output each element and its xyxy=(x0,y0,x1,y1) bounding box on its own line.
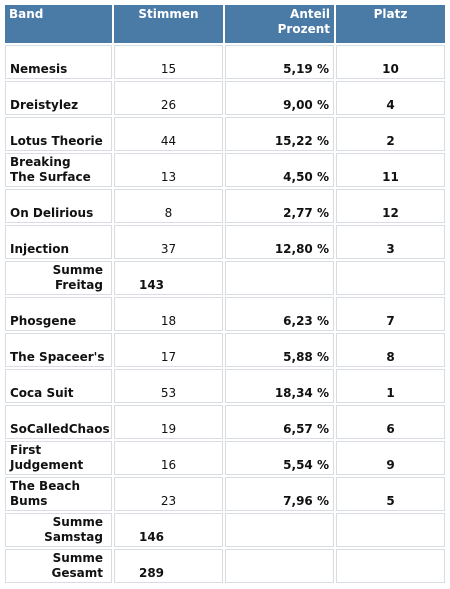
share: 5,54 % xyxy=(225,441,334,475)
share: 12,80 % xyxy=(225,225,334,259)
rank: 3 xyxy=(336,225,445,259)
empty-cell xyxy=(336,549,445,583)
band-name: Coca Suit xyxy=(5,369,112,403)
table-row xyxy=(5,225,445,259)
votes: 13 xyxy=(114,153,223,187)
share: 2,77 % xyxy=(225,189,334,223)
votes: 8 xyxy=(114,189,223,223)
votes: 19 xyxy=(114,405,223,439)
empty-cell xyxy=(336,261,445,295)
header-band: Band xyxy=(5,5,112,43)
results-table xyxy=(3,3,447,585)
header-platz: Platz xyxy=(336,5,445,43)
band-name: Nemesis xyxy=(5,45,112,79)
empty-cell xyxy=(225,549,334,583)
band-name: The Spaceer's xyxy=(5,333,112,367)
table-row xyxy=(5,45,445,79)
rank: 2 xyxy=(336,117,445,151)
rank: 6 xyxy=(336,405,445,439)
band-name: Breaking The Surface xyxy=(5,153,112,187)
sum-total: 289 xyxy=(114,549,223,583)
band-name: Phosgene xyxy=(5,297,112,331)
votes: 17 xyxy=(114,333,223,367)
sum-label: Summe Gesamt xyxy=(5,549,112,583)
sum-total: 143 xyxy=(114,261,223,295)
votes: 15 xyxy=(114,45,223,79)
empty-cell xyxy=(336,513,445,547)
empty-cell xyxy=(225,513,334,547)
rank: 11 xyxy=(336,153,445,187)
share: 6,57 % xyxy=(225,405,334,439)
band-name: SoCalledChaos xyxy=(5,405,112,439)
table-row xyxy=(5,297,445,331)
band-name: First Judgement xyxy=(5,441,112,475)
table-row xyxy=(5,405,445,439)
sum-label: Summe Freitag xyxy=(5,261,112,295)
rank: 10 xyxy=(336,45,445,79)
table-row xyxy=(5,441,445,475)
votes: 53 xyxy=(114,369,223,403)
share: 15,22 % xyxy=(225,117,334,151)
table-row xyxy=(5,369,445,403)
share: 9,00 % xyxy=(225,81,334,115)
table-row xyxy=(5,477,445,511)
share: 5,19 % xyxy=(225,45,334,79)
table-row xyxy=(5,333,445,367)
rank: 8 xyxy=(336,333,445,367)
band-name: The Beach Bums xyxy=(5,477,112,511)
sum-row-total xyxy=(5,549,445,583)
share: 7,96 % xyxy=(225,477,334,511)
rank: 1 xyxy=(336,369,445,403)
rank: 9 xyxy=(336,441,445,475)
band-name: Injection xyxy=(5,225,112,259)
sum-row-friday xyxy=(5,261,445,295)
votes: 37 xyxy=(114,225,223,259)
band-name: On Delirious xyxy=(5,189,112,223)
rank: 5 xyxy=(336,477,445,511)
votes: 26 xyxy=(114,81,223,115)
table-row xyxy=(5,81,445,115)
header-anteil: Anteil Prozent xyxy=(225,5,334,43)
table-row xyxy=(5,189,445,223)
rank: 12 xyxy=(336,189,445,223)
header-row xyxy=(5,5,445,43)
votes: 44 xyxy=(114,117,223,151)
share: 4,50 % xyxy=(225,153,334,187)
empty-cell xyxy=(225,261,334,295)
band-name: Lotus Theorie xyxy=(5,117,112,151)
votes: 16 xyxy=(114,441,223,475)
table-row xyxy=(5,153,445,187)
sum-total: 146 xyxy=(114,513,223,547)
header-stimmen: Stimmen xyxy=(114,5,223,43)
rank: 7 xyxy=(336,297,445,331)
band-name: Dreistylez xyxy=(5,81,112,115)
votes: 18 xyxy=(114,297,223,331)
sum-row-saturday xyxy=(5,513,445,547)
votes: 23 xyxy=(114,477,223,511)
share: 5,88 % xyxy=(225,333,334,367)
table-row xyxy=(5,117,445,151)
rank: 4 xyxy=(336,81,445,115)
share: 18,34 % xyxy=(225,369,334,403)
sum-label: Summe Samstag xyxy=(5,513,112,547)
share: 6,23 % xyxy=(225,297,334,331)
